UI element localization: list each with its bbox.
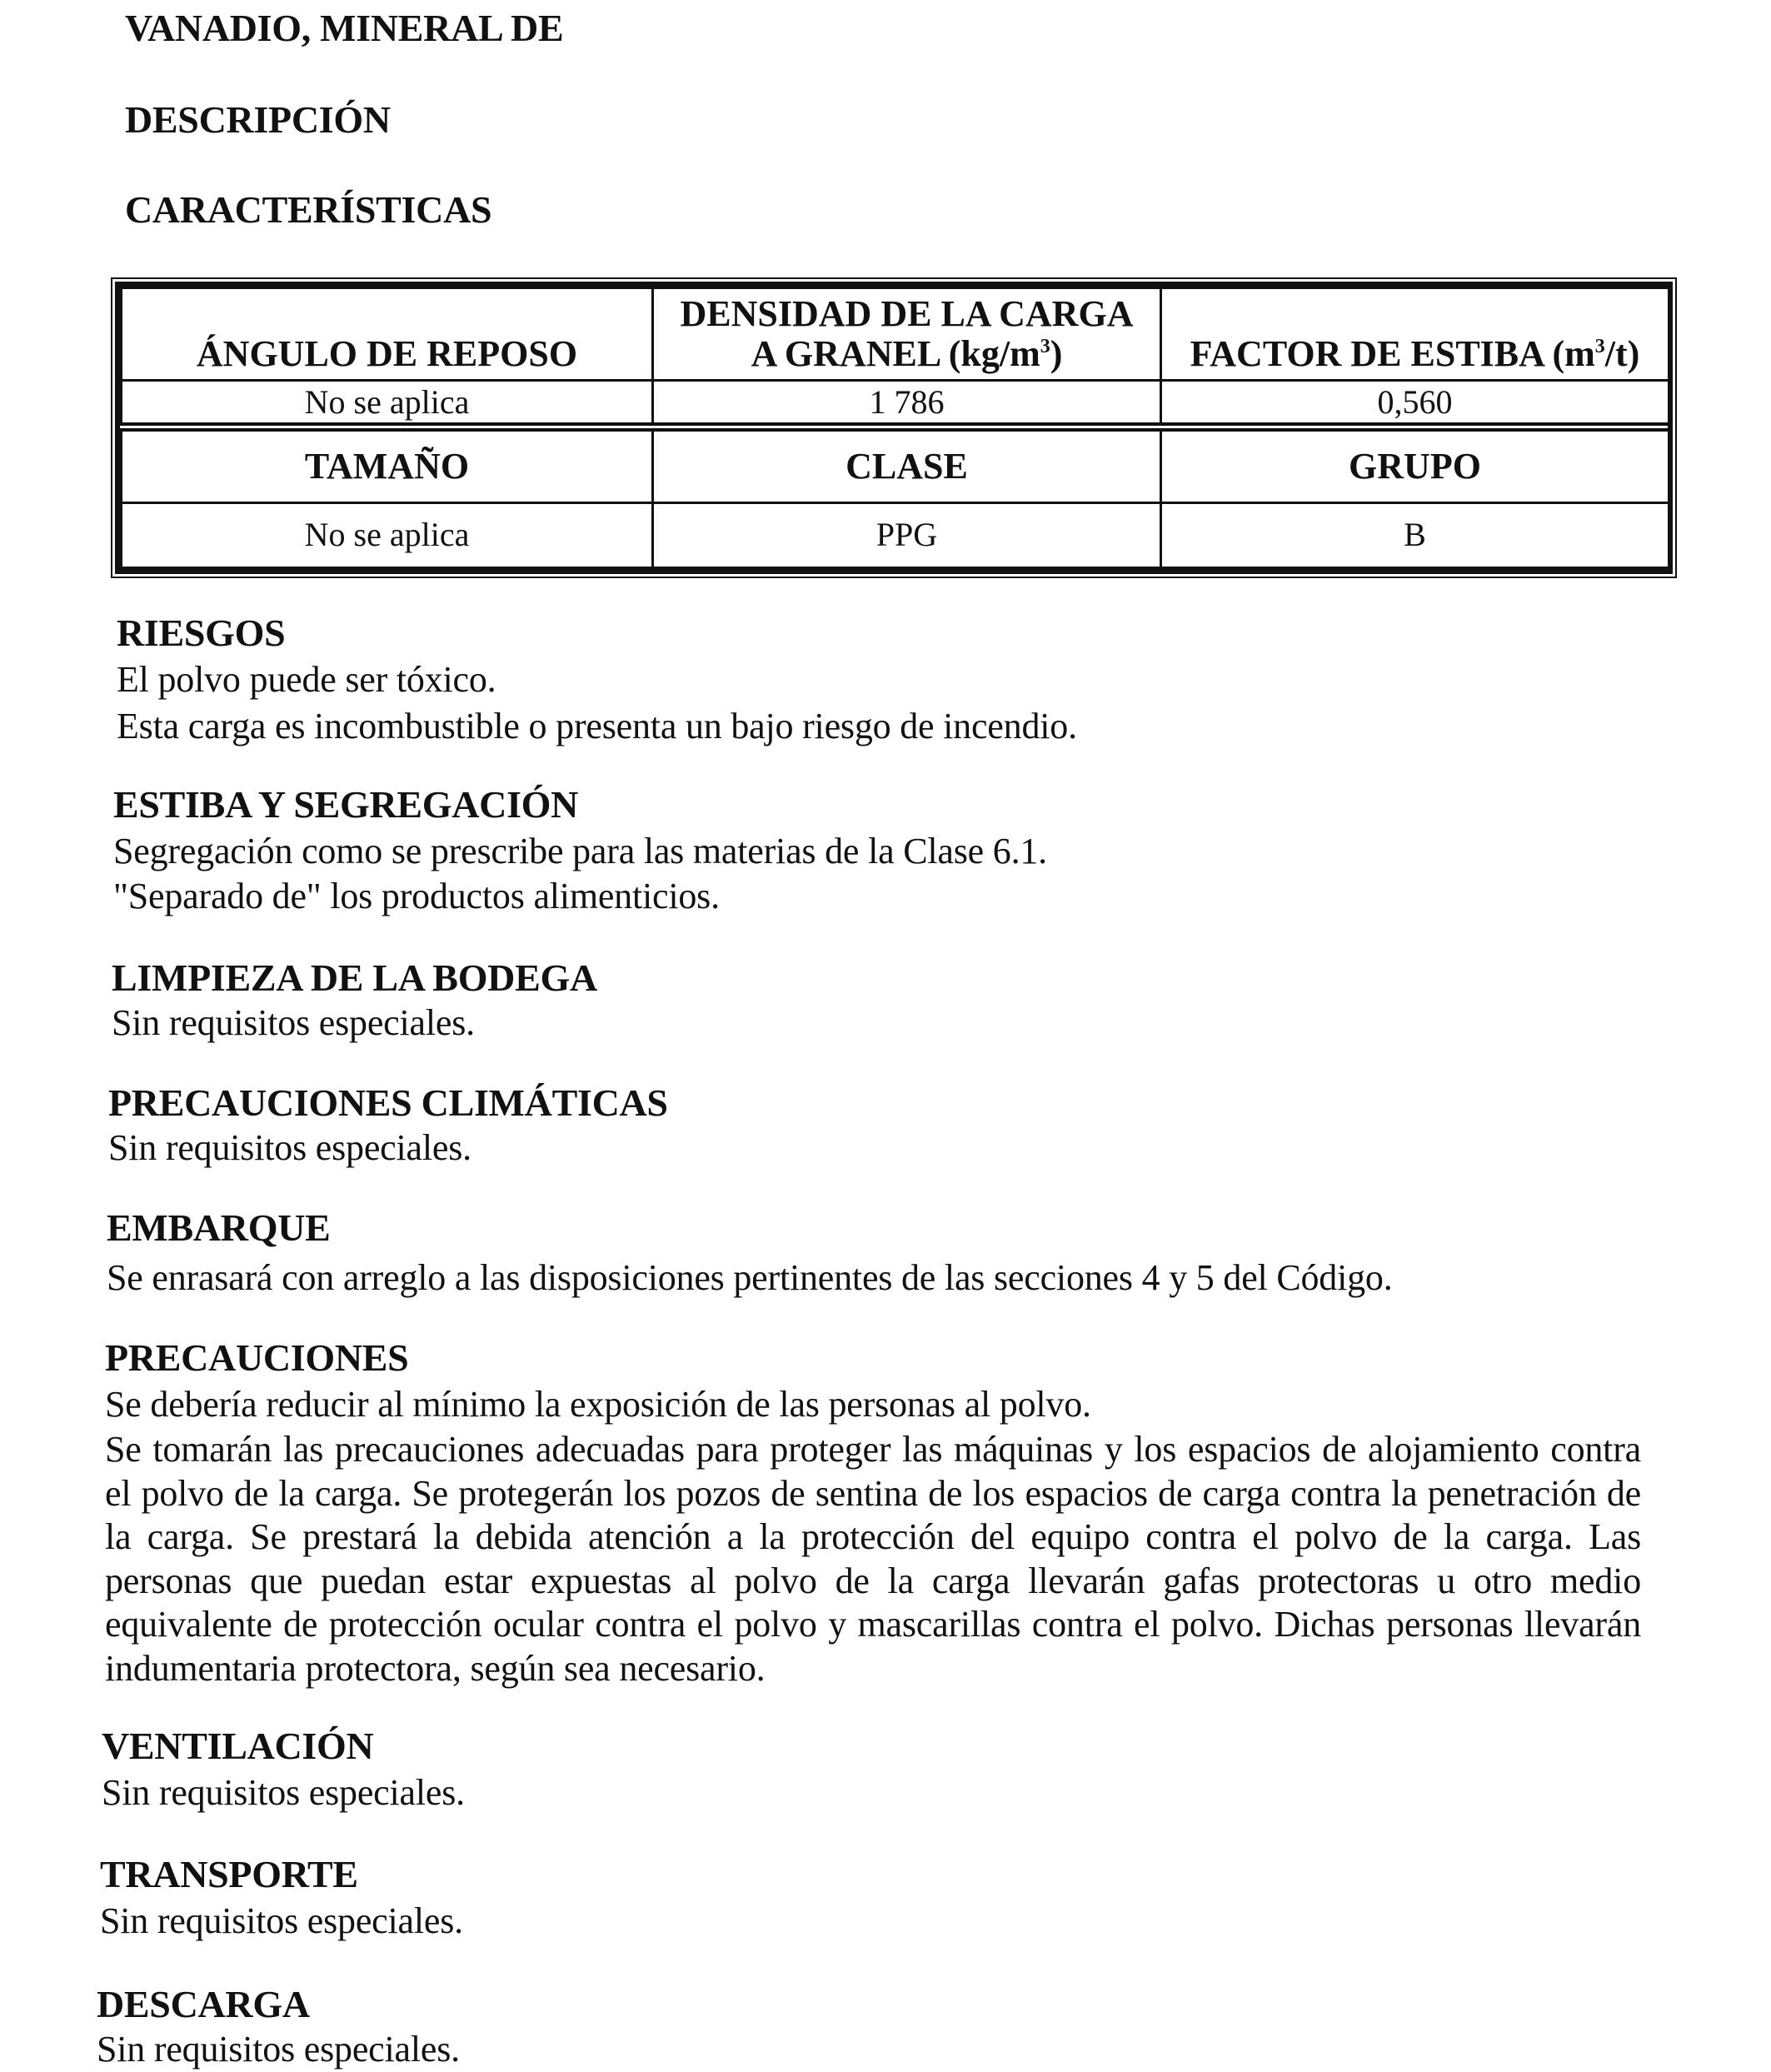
bulk-density-value: 1 786 — [653, 381, 1161, 427]
stowage-factor-header-superscript: 3 — [1594, 336, 1605, 358]
hazards-line-2: Esta carga es incombustible o presenta un bajo riesgo de incendio. — [117, 706, 1077, 746]
ventilation-heading: VENTILACIÓN — [102, 1725, 374, 1767]
stowage-segregation-line-1: Segregación como se prescribe para las materias de la Clase 6.1. — [113, 831, 1047, 871]
weather-precautions-heading: PRECAUCIONES CLIMÁTICAS — [108, 1081, 668, 1124]
characteristics-heading: CARACTERÍSTICAS — [125, 188, 492, 231]
discharge-line-1: Sin requisitos especiales. — [97, 2029, 460, 2070]
table-header-row-2 — [122, 427, 1669, 502]
bulk-density-header-close: ) — [1050, 333, 1063, 375]
bulk-density-header-superscript: 3 — [1040, 336, 1050, 358]
group-value: B — [1161, 502, 1669, 567]
hold-cleanliness-heading: LIMPIEZA DE LA BODEGA — [112, 956, 597, 999]
document-title: VANADIO, MINERAL DE — [125, 7, 564, 49]
weather-precautions-line-1: Sin requisitos especiales. — [108, 1127, 471, 1168]
class-header: CLASE — [653, 427, 1161, 502]
hazards-line-1: El polvo puede ser tóxico. — [117, 659, 496, 700]
characteristics-table — [115, 282, 1673, 574]
class-value: PPG — [653, 502, 1161, 567]
loading-heading: EMBARQUE — [107, 1206, 331, 1249]
hold-cleanliness-line-1: Sin requisitos especiales. — [112, 1002, 475, 1043]
description-heading: DESCRIPCIÓN — [125, 98, 391, 141]
loading-line-1: Se enrasará con arreglo a las disposiciones pertinentes de las secciones 4 y 5 del Código. — [107, 1257, 1393, 1298]
bulk-density-header-line1: DENSIDAD DE LA CARGA — [680, 293, 1134, 335]
stowage-segregation-heading: ESTIBA Y SEGREGACIÓN — [113, 783, 579, 826]
precautions-paragraph-text: Se tomarán las precauciones adecuadas para proteger las máquinas y los espacios de alojamiento contra el polvo de la carga. Se protegerán los pozos de sentina de los espacios de carga contra la penetración de la carga. Se prestará la debida atención a la protección del equipo contra el polvo de la carga. Las personas que puedan estar expuestas al polvo de la carga llevarán gafas protectoras u otro medio equivalente de protección ocular contra el polvo y mascarillas contra el polvo. Dichas personas llevarán indumentaria protectora, según sea necesario. — [105, 1429, 1641, 1689]
stowage-factor-header-text: FACTOR DE ESTIBA (m — [1190, 333, 1595, 375]
group-header: GRUPO — [1161, 427, 1669, 502]
bulk-density-header — [653, 288, 1161, 381]
precautions-paragraph — [105, 1428, 1641, 1690]
discharge-heading: DESCARGA — [97, 1983, 310, 2025]
stowage-factor-header — [1161, 288, 1669, 381]
precautions-line-1: Se debería reducir al mínimo la exposición de las personas al polvo. — [105, 1384, 1091, 1425]
stowage-segregation-line-2: "Separado de" los productos alimenticios. — [113, 876, 720, 916]
table-value-row-2 — [122, 502, 1669, 567]
stowage-factor-value: 0,560 — [1161, 381, 1669, 427]
angle-of-repose-value: No se aplica — [122, 381, 653, 427]
precautions-heading: PRECAUCIONES — [105, 1336, 409, 1379]
carriage-heading: TRANSPORTE — [100, 1853, 358, 1895]
hazards-heading: RIESGOS — [117, 612, 286, 654]
stowage-factor-header-close: /t) — [1604, 333, 1640, 375]
table-value-row-1 — [122, 381, 1669, 427]
size-value: No se aplica — [122, 502, 653, 567]
angle-of-repose-header: ÁNGULO DE REPOSO — [122, 288, 653, 381]
table-header-row-1 — [122, 288, 1669, 381]
ventilation-line-1: Sin requisitos especiales. — [102, 1772, 465, 1813]
bulk-density-header-line2: A GRANEL (kg/m — [751, 333, 1040, 375]
size-header: TAMAÑO — [122, 427, 653, 502]
carriage-line-1: Sin requisitos especiales. — [100, 1900, 463, 1941]
